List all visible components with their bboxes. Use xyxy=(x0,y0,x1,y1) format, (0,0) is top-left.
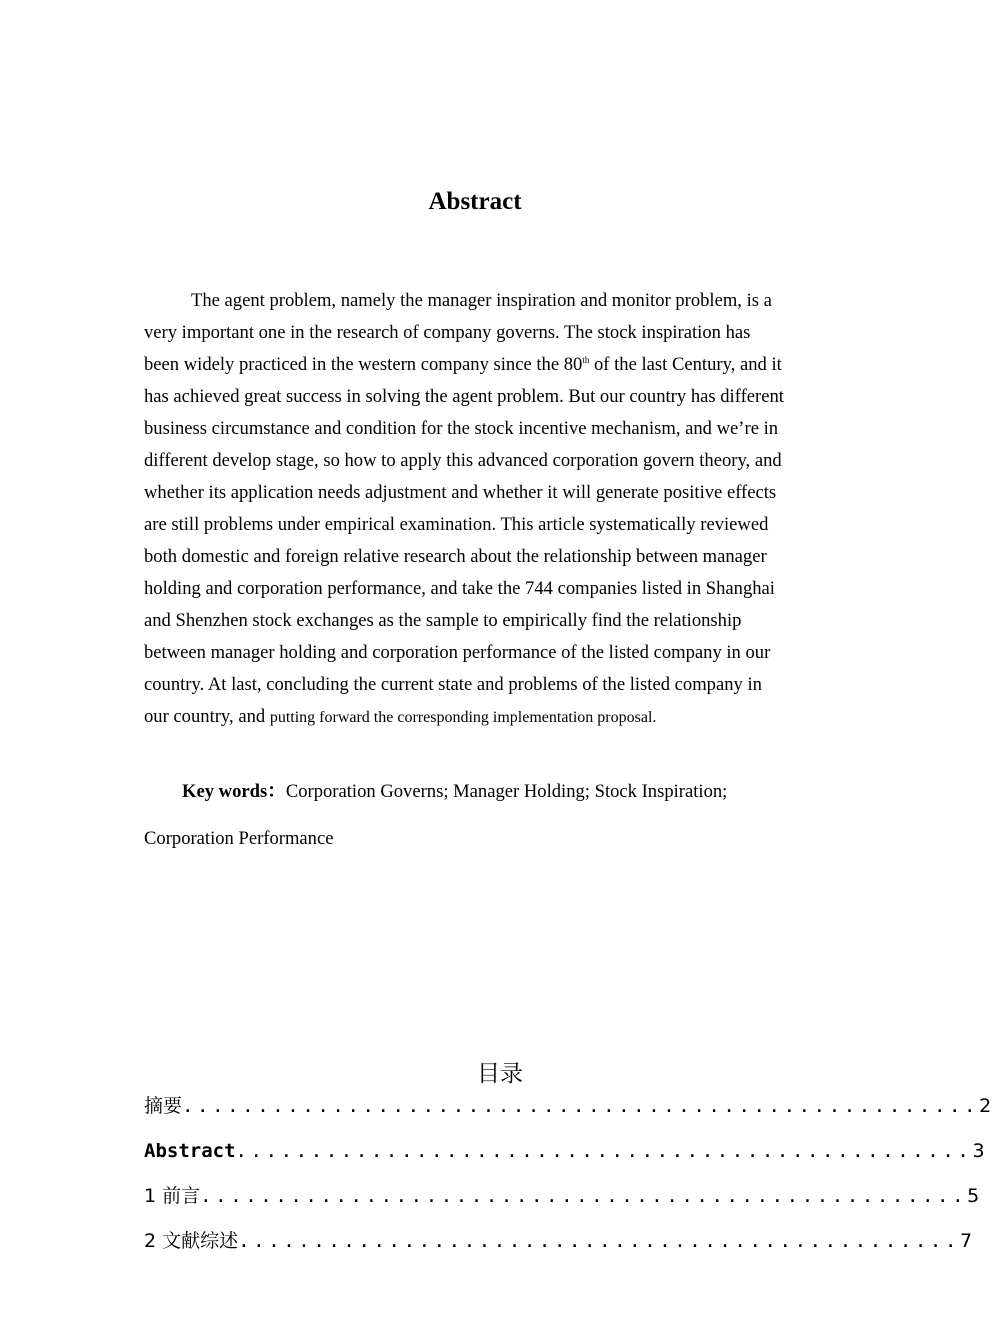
abstract-line: whether its application needs adjustment and whether it will generate positive effects xyxy=(144,482,777,503)
toc-page-number: 7 xyxy=(960,1230,973,1252)
toc-entry[interactable] xyxy=(144,1091,992,1121)
abstract-line: between manager holding and corporation performance of the listed company in our xyxy=(144,642,771,663)
table-of-contents xyxy=(144,1091,992,1271)
keywords-text: Corporation Governs; Manager Holding; Stock Inspiration; xyxy=(285,781,728,802)
abstract-line: has achieved great success in solving the agent problem. But our country has different xyxy=(144,386,784,407)
keywords-line: Corporation Performance xyxy=(144,828,334,849)
toc-leader-dots: ..................................................... xyxy=(182,1095,980,1117)
abstract-line: country. At last, concluding the current state and problems of the listed company in xyxy=(144,674,762,695)
toc-leader-dots: ................................................. xyxy=(235,1140,973,1162)
abstract-line: holding and corporation performance, and take the 744 companies listed in Shanghai xyxy=(144,578,775,599)
toc-title: 目录 xyxy=(477,1061,523,1087)
abstract-line xyxy=(144,701,810,733)
toc-entry[interactable] xyxy=(144,1181,980,1211)
abstract-line-text: been widely practiced in the western company since the 80 xyxy=(144,354,583,375)
abstract-line: and Shenzhen stock exchanges as the sample to empirically find the relationship xyxy=(144,610,742,631)
abstract-line-text-small: putting forward the corresponding implementation proposal. xyxy=(269,709,657,726)
abstract-line xyxy=(144,349,810,381)
toc-entry[interactable] xyxy=(144,1226,973,1256)
toc-leader-dots: ................................................ xyxy=(238,1230,961,1252)
toc-entry-label: 2 文献综述 xyxy=(144,1230,239,1252)
toc-leader-dots: ................................................... xyxy=(200,1185,968,1207)
abstract-line: different develop stage, so how to apply this advanced corporation govern theory, and xyxy=(144,450,782,471)
toc-page-number: 3 xyxy=(972,1140,985,1162)
toc-entry-label: Abstract xyxy=(144,1140,236,1162)
abstract-line-text: of the last Century, and it xyxy=(589,354,782,375)
abstract-line: very important one in the research of company governs. The stock inspiration has xyxy=(144,322,751,343)
toc-entry-label: 摘要 xyxy=(144,1095,183,1117)
abstract-line: The agent problem, namely the manager inspiration and monitor problem, is a xyxy=(191,290,772,311)
toc-entry-label: 1 前言 xyxy=(144,1185,201,1207)
abstract-line: both domestic and foreign relative research about the relationship between manager xyxy=(144,546,767,567)
keywords-line xyxy=(144,776,810,808)
abstract-line: are still problems under empirical examination. This article systematically reviewed xyxy=(144,514,769,535)
superscript-th: th xyxy=(582,355,590,365)
keywords-label: Key words： xyxy=(182,781,286,802)
toc-page-number: 5 xyxy=(967,1185,980,1207)
abstract-title: Abstract xyxy=(428,188,522,215)
abstract-line-text: our country, and xyxy=(144,706,270,727)
keywords-block xyxy=(144,776,810,855)
toc-entry[interactable] xyxy=(144,1136,985,1166)
abstract-paragraph xyxy=(144,285,810,733)
toc-page-number: 2 xyxy=(979,1095,992,1117)
abstract-line: business circumstance and condition for the stock incentive mechanism, and we’re in xyxy=(144,418,779,439)
